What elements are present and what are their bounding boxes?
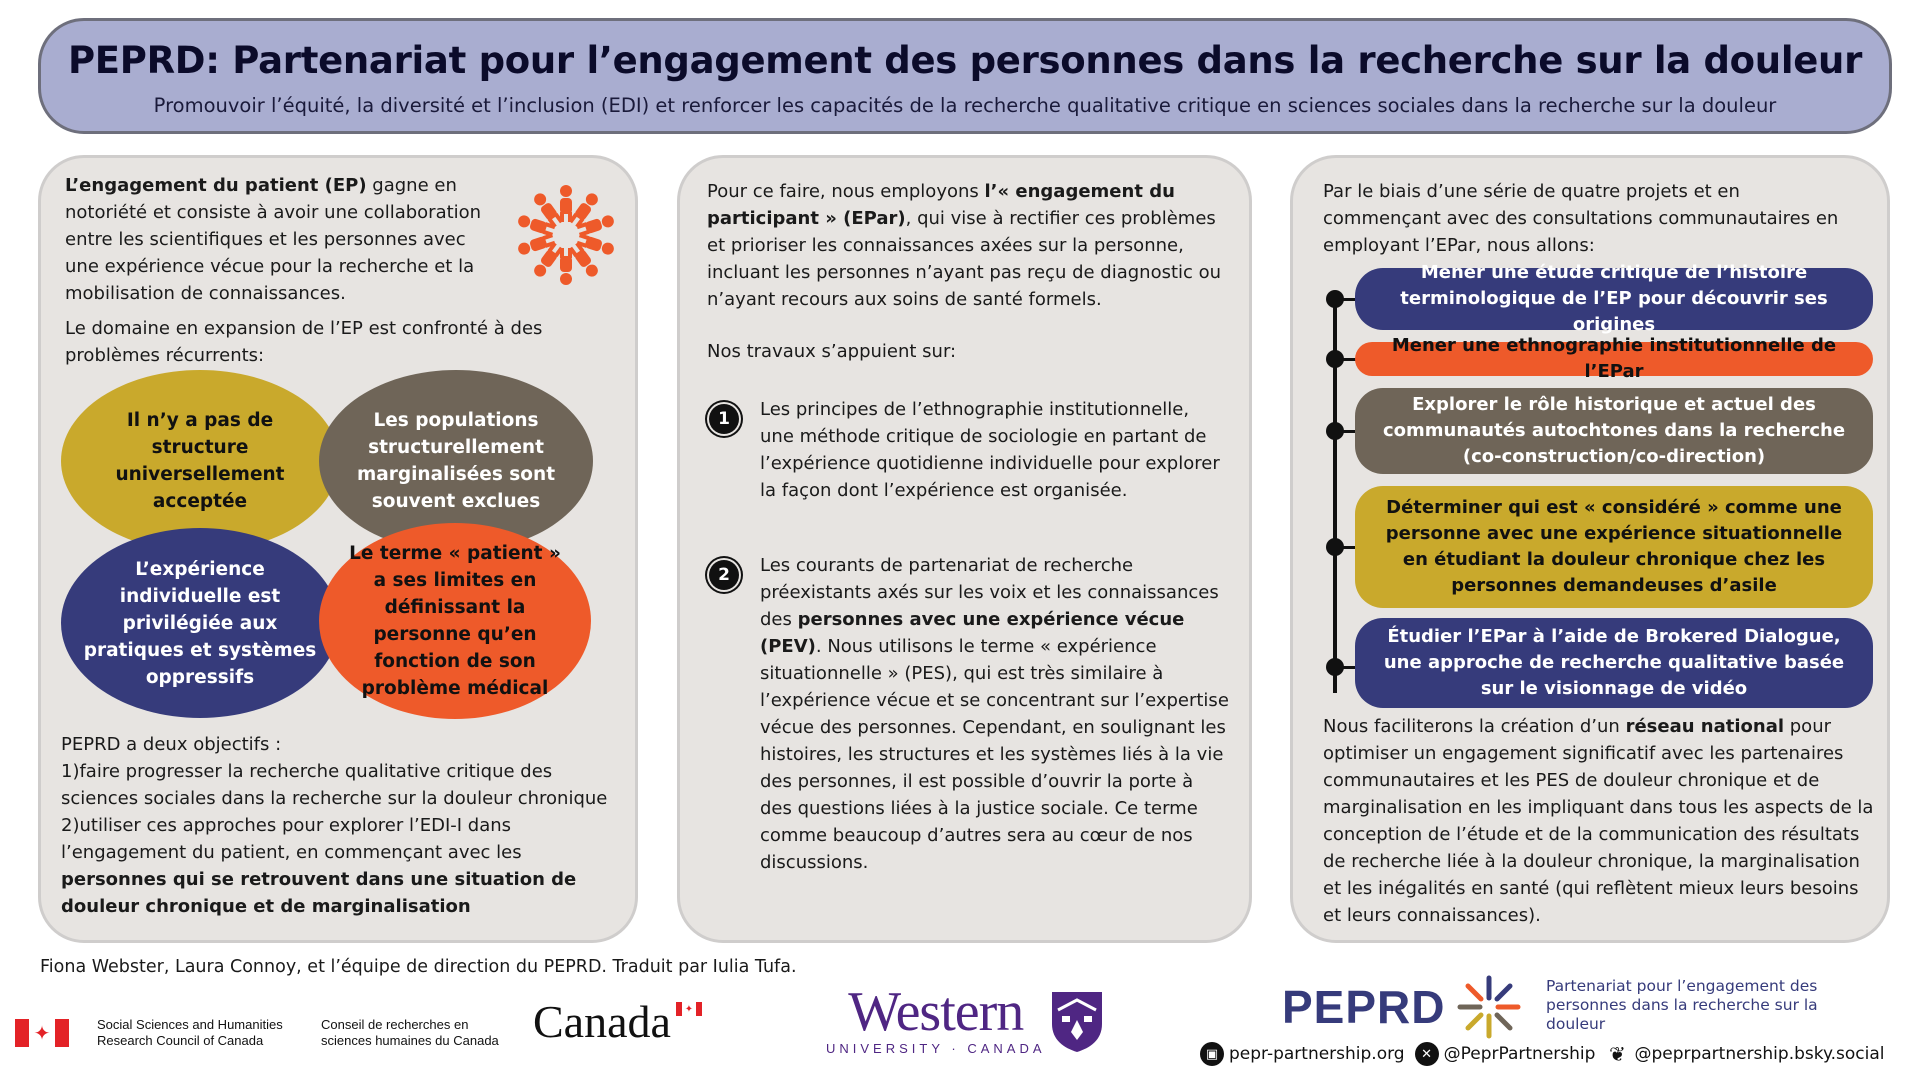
canada-flag-icon: ✦ — [15, 1019, 69, 1047]
website-icon: ▣ — [1200, 1042, 1224, 1066]
network-bold: réseau national — [1625, 716, 1785, 737]
problem-bubble-patient-term: Le terme « patient » a ses limites en définissant la personne qu’en fonction de son problème médical — [319, 523, 591, 719]
western-subtitle: UNIVERSITY · CANADA — [826, 1041, 1046, 1056]
foundation-point-1: Les principes de l’ethnographie institutionnelle, une méthode critique de sociologie en partant de l’expérience quotidienne individuelle pour explorer la façon dont l’expérience est organisée. — [760, 399, 1220, 501]
sshrc-name-fr: Conseil de recherches en sciences humaines du Canada — [321, 1017, 499, 1048]
number-one-icon: 1 — [709, 404, 739, 434]
project-brokered-dialogue: Étudier l’EPar à l’aide de Brokered Dialogue, une approche de recherche qualitative basée sur le visionnage de vidéo — [1355, 618, 1873, 708]
project-indigenous-communities: Explorer le rôle historique et actuel des communautés autochtones dans la recherche (co-construction/co-direction) — [1355, 388, 1873, 474]
national-network — [1323, 713, 1878, 929]
project-terminology-history: Mener une étude critique de l’histoire terminologique de l’EP pour découvrir ses origines — [1355, 268, 1873, 330]
project-asylum-seekers: Déterminer qui est « considéré » comme une personne avec une expérience situationnelle en étudiant la douleur chronique chez les personnes demandeuses d’asile — [1355, 486, 1873, 608]
goal-2-text: 2)utiliser ces approches pour explorer l’EDI-I dans l’engagement du patient, en commençant avec les — [61, 815, 522, 863]
peprd-goals — [61, 731, 621, 920]
twitter-link[interactable]: @PeprPartnership — [1443, 1044, 1596, 1064]
canada-wordmark-flag-icon: ✦ — [676, 1002, 702, 1016]
people-circle-icon — [506, 180, 626, 290]
column-participant-engagement — [677, 155, 1252, 943]
pe-intro — [65, 172, 505, 307]
credits: Fiona Webster, Laura Connoy, et l’équipe de direction du PEPRD. Traduit par Iulia Tufa. — [40, 957, 797, 977]
problem-bubble-no-structure: Il n’y a pas de structure universellement acceptée — [61, 370, 339, 552]
peprd-logo-wordmark: PEPRD — [1282, 981, 1446, 1033]
epar-intro-pre: Pour ce faire, nous employons — [707, 181, 985, 202]
goal-2-bold: personnes qui se retrouvent dans une situation de douleur chronique et de marginalisation — [61, 869, 577, 917]
header-banner — [38, 18, 1892, 134]
problem-bubble-excluded: Les populations structurellement marginalisées sont souvent exclues — [319, 370, 593, 552]
peprd-star-icon — [1454, 972, 1524, 1042]
peprd-tagline: Partenariat pour l’engagement des personnes dans la recherche sur la douleur — [1546, 977, 1818, 1033]
column-patient-engagement — [38, 155, 638, 943]
page-subtitle: Promouvoir l’équité, la diversité et l’inclusion (EDI) et renforcer les capacités de la recherche qualitative critique en sciences sociales dans la recherche sur la douleur — [153, 94, 1777, 117]
pe-problems-intro: Le domaine en expansion de l’EP est confronté à des problèmes récurrents: — [65, 318, 543, 366]
page-title: PEPRD: Partenariat pour l’engagement des personnes dans la recherche sur la douleur — [67, 39, 1863, 82]
epar-intro-bold: l’« engagement du participant » (EPar) — [707, 181, 1175, 229]
point-2-bold: personnes avec une expérience vécue (PEV) — [760, 609, 1185, 657]
bluesky-link[interactable]: @peprpartnership.bsky.social — [1634, 1044, 1885, 1064]
website-link[interactable]: pepr-partnership.org — [1229, 1044, 1405, 1064]
epar-intro-post: , qui vise à rectifier ces problèmes et prioriser les connaissances axées sur la personne, incluant les personnes n’ayant pas reçu de diagnostic ou n’ayant recours aux soins de santé formels. — [707, 208, 1222, 310]
projects-intro: Par le biais d’une série de quatre projets et en commençant avec des consultations communautaires en employant l’EPar, nous allons: — [1323, 181, 1839, 256]
pe-intro-bold: L’engagement du patient (EP) — [65, 175, 367, 196]
pe-intro-text: gagne en notoriété et consiste à avoir une collaboration entre les scientifiques et les personnes avec une expérience vécue pour la recherche et la mobilisation de connaissances. — [65, 175, 482, 304]
epar-intro — [707, 178, 1227, 313]
western-wordmark: Western — [848, 981, 1024, 1043]
goal-2 — [61, 812, 621, 920]
column-projects — [1290, 155, 1890, 943]
canada-wordmark: Canada — [533, 996, 671, 1047]
western-university-logo — [826, 983, 1046, 1056]
sshrc-logo — [15, 1017, 511, 1049]
number-two-icon: 2 — [709, 560, 739, 590]
problem-bubble-individual: L’expérience individuelle est privilégiée aux pratiques et systèmes oppressifs — [61, 528, 339, 718]
point-2-post: . Nous utilisons le terme « expérience situationnelle » (PES), qui est très similaire à l’expérience vécue et se concentrant sur l’expertise vécue des personnes. Cependant, en soulignant les histoires, les structures et les systèmes liés à la vie des personnes, il est possible d’ouvrir la porte à des questions liées à la justice sociale. Ce terme comme beaucoup d’autres sera au cœur de nos discussions. — [760, 636, 1229, 873]
sshrc-name-en: Social Sciences and Humanities Research Council of Canada — [97, 1017, 283, 1048]
goals-heading: PEPRD a deux objectifs : — [61, 734, 282, 755]
network-post: pour optimiser un engagement significatif avec les partenaires communautaires et les PES de douleur chronique et de marginalisation en les impliquant dans tous les aspects de la conception de l’étude et de la communication des résultats de recherche liée à la douleur chronique, la marginalisation et les inégalités en santé (qui reflètent mieux leurs besoins et leurs connaissances). — [1323, 716, 1874, 926]
foundations-heading: Nos travaux s’appuient sur: — [707, 341, 957, 362]
project-institutional-ethnography: Mener une ethnographie institutionnelle de l’EPar — [1355, 342, 1873, 376]
foundation-point-2 — [760, 552, 1230, 876]
point-2-pre: Les courants de partenariat de recherche préexistants axés sur les voix et les connaissances des — [760, 555, 1219, 630]
social-links — [1200, 1042, 1885, 1066]
goal-1: 1)faire progresser la recherche qualitative critique des sciences sociales dans la recherche sur la douleur chronique — [61, 761, 608, 809]
x-twitter-icon: ✕ — [1415, 1042, 1439, 1066]
bluesky-butterfly-icon: ❦ — [1609, 1042, 1626, 1066]
network-pre: Nous faciliterons la création d’un — [1323, 716, 1626, 737]
western-crest-icon — [1050, 990, 1104, 1054]
